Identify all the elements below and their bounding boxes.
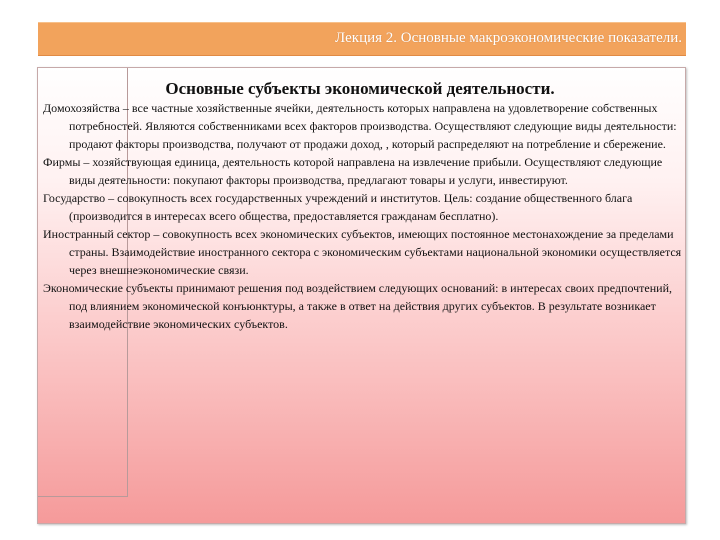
paragraph-foreign-sector: Иностранный сектор – совокупность всех экономических субъектов, имеющих постоянное местонахождение за пределами страны. Взаимодействие иностранного сектора с экономическим субъектами национальной экономики осуществляется через внешнеэкономические связи. [43, 227, 682, 277]
paragraph-firms: Фирмы – хозяйствующая единица, деятельность которой направлена на извлечение прибыли. Осуществляют следующие виды деятельности: покупают факторы производства, предлагают товары и услуги, инвестируют. [43, 155, 663, 187]
slide-heading: Основные субъекты экономической деятельности. [165, 79, 555, 98]
text-body [43, 99, 688, 333]
header-bar [38, 22, 686, 56]
paragraph-government: Государство – совокупность всех государственных учреждений и институтов. Цель: создание общественного блага (производится в интересах всего общества, предоставляется гражданам бесплатно). [43, 191, 633, 223]
paragraph-households: Домохозяйства – все частные хозяйственные ячейки, деятельность которых направлена на удовлетворение собственных потребностей. Являются собственниками всех факторов производства. Осуществляют следующие виды деятельности: продают факторы производства, получают от продажи доход, , который распределяют на потребление и сбережение. [43, 101, 677, 151]
paragraph-economic-subjects: Экономические субъекты принимают решения под воздействием следующих оснований: в интересах своих предпочтений, под влиянием экономической конъюнктуры, а также в ответ на действия других субъектов. В результате возникает взаимодействие экономических субъектов. [43, 281, 673, 331]
header-title: Лекция 2. Основные макроэкономические показатели. [335, 30, 682, 46]
